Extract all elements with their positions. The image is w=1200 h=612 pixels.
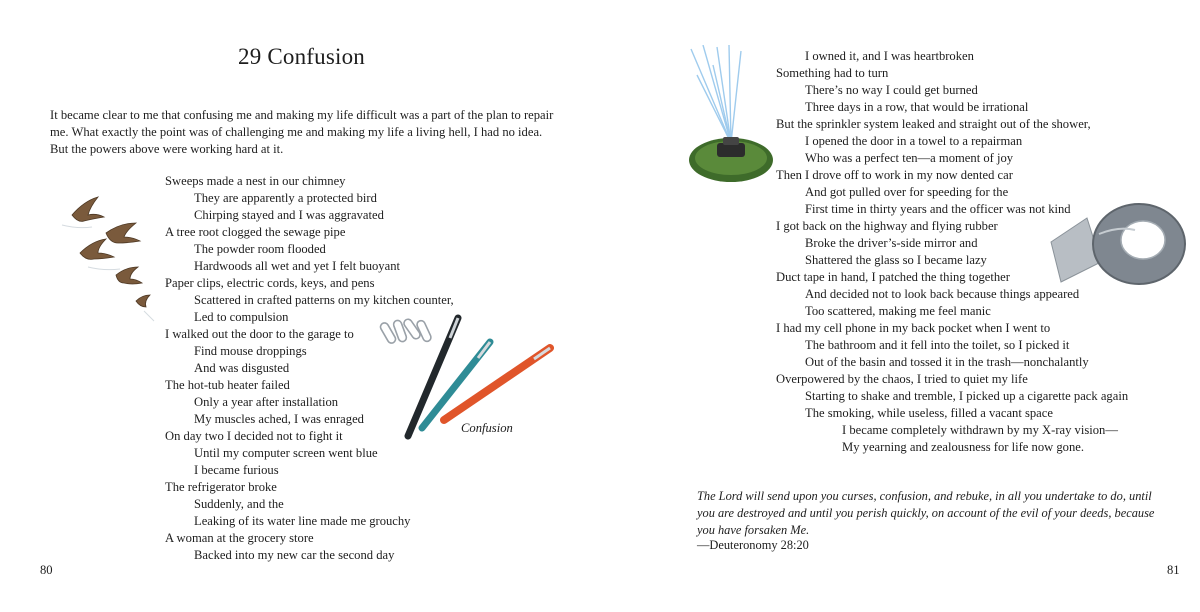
poem-line: I opened the door in a towel to a repairman <box>805 134 1023 148</box>
poem-line: I owned it, and I was heartbroken <box>805 49 974 63</box>
poem-line: Shattered the glass so I became lazy <box>805 253 987 267</box>
poem-line: Too scattered, making me feel manic <box>805 304 991 318</box>
poem-line: Out of the basin and tossed it in the trash—nonchalantly <box>805 355 1089 369</box>
poem-line: Overpowered by the chaos, I tried to quiet my life <box>776 372 1028 386</box>
poem-line: But the sprinkler system leaked and straight out of the shower, <box>776 117 1091 131</box>
poem-line: Suddenly, and the <box>194 497 284 511</box>
poem-line: And got pulled over for speeding for the <box>805 185 1009 199</box>
poem-line: Then I drove off to work in my now dented car <box>776 168 1013 182</box>
poem-line: The bathroom and it fell into the toilet, so I picked it <box>805 338 1070 352</box>
poem-line: Sweeps made a nest in our chimney <box>165 174 346 188</box>
duct-tape-icon <box>1043 190 1193 300</box>
poem-line: Only a year after installation <box>194 395 339 409</box>
poem-line: Something had to turn <box>776 66 889 80</box>
poem-line: I had my cell phone in my back pocket when I went to <box>776 321 1051 335</box>
poem-line: My yearning and zealousness for life now gone. <box>842 440 1085 454</box>
poem-line: And decided not to look back because things appeared <box>805 287 1080 301</box>
poem-line: I got back on the highway and flying rubber <box>776 219 998 233</box>
poem-line: There’s no way I could get burned <box>805 83 978 97</box>
pens-and-clips-icon <box>378 308 563 453</box>
poem-line: Chirping stayed and I was aggravated <box>194 208 384 222</box>
intro-paragraph: It became clear to me that confusing me and making my life difficult was a part of the plan to repair me. What exactly the point was of challenging me and making my life a living hell, I had no idea. But the powers above were working hard at it. <box>50 108 554 156</box>
poem-line: They are apparently a protected bird <box>194 191 377 205</box>
poem-line: Until my computer screen went blue <box>194 446 378 460</box>
poem-line: Who was a perfect ten—a moment of joy <box>805 151 1014 165</box>
poem-line: Starting to shake and tremble, I picked up a cigarette pack again <box>805 389 1129 403</box>
scripture-reference: —Deuteronomy 28:20 <box>697 538 809 552</box>
poem-line: Broke the driver’s-side mirror and <box>805 236 978 250</box>
poem-line: I became furious <box>194 463 279 477</box>
page-number-right: 81 <box>1167 563 1180 577</box>
poem-line: Hardwoods all wet and yet I felt buoyant <box>194 259 400 273</box>
bird-swarm-icon <box>58 183 158 323</box>
scripture-quote: The Lord will send upon you curses, confusion, and rebuke, in all you undertake to do, until you are destroyed and until you perish quickly, on account of the evil of your deeds, because you have forsaken Me. <box>697 489 1155 537</box>
poem-line: Three days in a row, that would be irrational <box>805 100 1029 114</box>
chapter-title: 29 Confusion <box>238 44 365 69</box>
poem-line: And was disgusted <box>194 361 290 375</box>
illustration-caption: Confusion <box>461 421 513 435</box>
poem-line: Find mouse droppings <box>194 344 307 358</box>
sprinkler-icon <box>683 45 779 187</box>
poem-line: Backed into my new car the second day <box>194 548 395 562</box>
poem-line: First time in thirty years and the officer was not kind <box>805 202 1071 216</box>
poem-line: Leaking of its water line made me grouchy <box>194 514 411 528</box>
poem-line: Led to compulsion <box>194 310 289 324</box>
poem-line: The refrigerator broke <box>165 480 277 494</box>
poem-line: Scattered in crafted patterns on my kitchen counter, <box>194 293 454 307</box>
poem-line: My muscles ached, I was enraged <box>194 412 364 426</box>
page-number-left: 80 <box>40 563 53 577</box>
poem-line: A woman at the grocery store <box>165 531 314 545</box>
poem-line: The powder room flooded <box>194 242 326 256</box>
poem-line: I became completely withdrawn by my X-ray vision— <box>842 423 1118 437</box>
poem-line: I walked out the door to the garage to <box>165 327 354 341</box>
poem-line: The hot-tub heater failed <box>165 378 290 392</box>
poem-line: The smoking, while useless, filled a vacant space <box>805 406 1053 420</box>
poem-line: On day two I decided not to fight it <box>165 429 343 443</box>
poem-line: Paper clips, electric cords, keys, and pens <box>165 276 375 290</box>
poem-line: A tree root clogged the sewage pipe <box>165 225 346 239</box>
poem-line: Duct tape in hand, I patched the thing together <box>776 270 1010 284</box>
